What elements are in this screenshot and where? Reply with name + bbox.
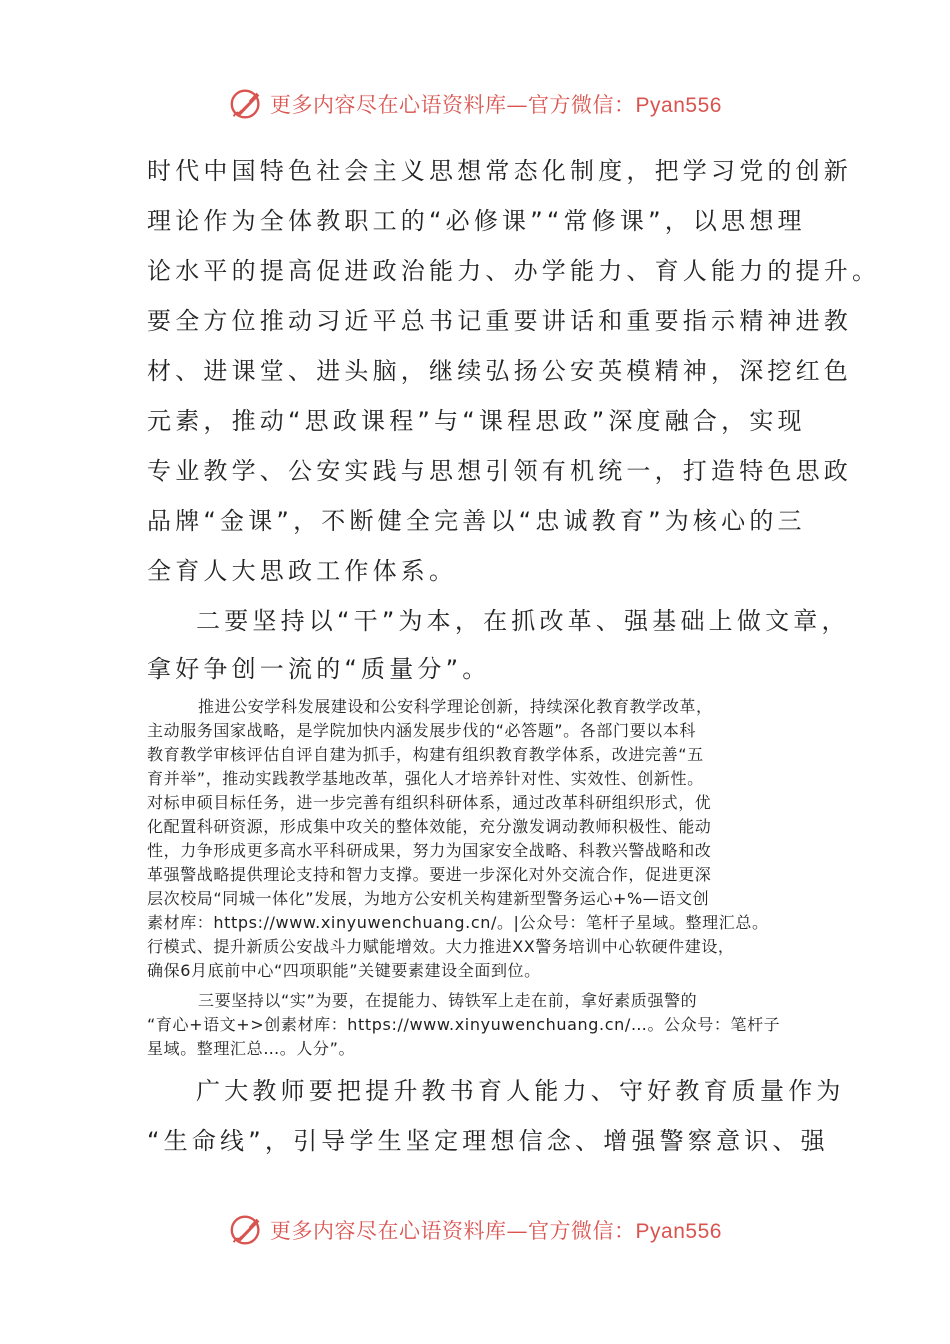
header-banner-label: 更多内容尽在心语资料库—官方微信： [270, 93, 636, 117]
footer-banner-label: 更多内容尽在心语资料库—官方微信： [270, 1219, 636, 1243]
text-line: 对标申硕目标任务，进一步完善有组织科研体系，通过改革科研组织形式，优 [147, 793, 712, 812]
text-line: 理论作为全体教职工的“必修课”“常修课”，以思想理 [147, 207, 806, 235]
text-line: 时代中国特色社会主义思想常态化制度，把学习党的创新 [147, 157, 852, 185]
text-line: 二要坚持以“干”为本，在抓改革、强基础上做文章， [196, 607, 850, 635]
text-line: 主动服务国家战略，是学院加快内涵发展步伐的“必答题”。各部门要以本科 [147, 721, 696, 740]
text-line: 星域。整理汇总…。人分”。 [147, 1039, 356, 1058]
text-line: 论水平的提高促进政治能力、办学能力、育人能力的提升。 [147, 257, 881, 285]
header-banner-id: Pyan556 [635, 94, 722, 117]
text-line: 拿好争创一流的“质量分”。 [147, 655, 491, 683]
footer-banner-text [270, 1215, 722, 1245]
text-line: 素材库：https://www.xinyuwenchuang.cn/。|公众号：笔杆子星域。整理汇总。 [147, 913, 769, 932]
footer-banner-id: Pyan556 [635, 1220, 722, 1243]
footer-banner [0, 1210, 950, 1250]
header-banner-text [270, 89, 722, 119]
text-line: “育心+语文+>创素材库：https://www.xinyuwenchuang.cn/…。公众号：笔杆子 [147, 1015, 781, 1034]
text-line: 广大教师要把提升教书育人能力、守好教育质量作为 [196, 1077, 845, 1105]
text-line: 教育教学审核评估自评自建为抓手，构建有组织教育教学体系，改进完善“五 [147, 745, 704, 764]
text-line: 确保6月底前中心“四项职能”关键要素建设全面到位。 [147, 961, 541, 980]
text-line: 性，力争形成更多高水平科研成果，努力为国家安全战略、科教兴警战略和改 [147, 841, 712, 860]
text-line: 品牌“金课”，不断健全完善以“忠诚教育”为核心的三 [147, 507, 806, 535]
text-line: 元素，推动“思政课程”与“课程思政”深度融合，实现 [147, 407, 806, 435]
quill-logo-icon [228, 1211, 266, 1249]
text-line: 专业教学、公安实践与思想引领有机统一，打造特色思政 [147, 457, 852, 485]
text-line: 革强警战略提供理论支持和智力支撑。要进一步深化对外交流合作，促进更深 [147, 865, 712, 884]
text-line: 推进公安学科发展建设和公安科学理论创新，持续深化教育教学改革， [198, 697, 713, 716]
text-line: 三要坚持以“实”为要，在提能力、铸铁军上走在前，拿好素质强警的 [198, 991, 698, 1010]
quill-logo-icon [228, 85, 266, 123]
text-line: 材、进课堂、进头脑，继续弘扬公安英模精神，深挖红色 [147, 357, 852, 385]
text-line: 全育人大思政工作体系。 [147, 557, 458, 585]
text-line: 行模式、提升新质公安战斗力赋能增效。大力推进XX警务培训中心软硬件建设， [147, 937, 735, 956]
header-banner [0, 84, 950, 124]
text-line: 要全方位推动习近平总书记重要讲话和重要指示精神进教 [147, 307, 852, 335]
text-line: 层次校局“同城一体化”发展，为地方公安机关构建新型警务运心+%—语文创 [147, 889, 710, 908]
text-line: 化配置科研资源，形成集中攻关的整体效能，充分激发调动教师积极性、能动 [147, 817, 712, 836]
text-line: 育并举”，推动实践教学基地改革，强化人才培养针对性、实效性、创新性。 [147, 769, 704, 788]
text-line: “生命线”，引导学生坚定理想信念、增强警察意识、强 [147, 1127, 829, 1155]
